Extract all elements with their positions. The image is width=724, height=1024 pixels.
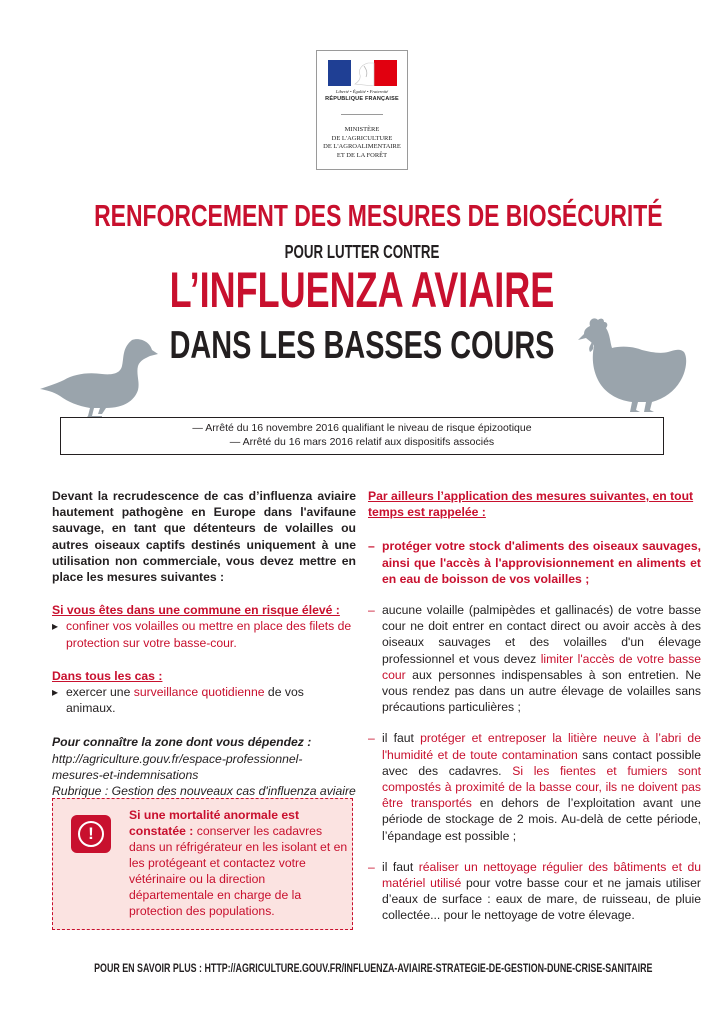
all-cases-item <box>52 684 356 716</box>
title-basses-cours: DANS LES BASSES COURS <box>169 324 555 367</box>
measure-text: il faut <box>382 731 421 746</box>
measure-text: aux personnes indispensables à son entretien. Ne vous rendez pas dans un autre élevage de volailles sans précautions particulières ; <box>382 667 701 715</box>
title-biosecurity: RENFORCEMENT DES MESURES DE BIOSÉCURITÉ <box>94 198 663 233</box>
ministry-logo <box>316 50 408 170</box>
left-column <box>52 488 356 815</box>
hen-icon <box>576 316 688 416</box>
measure-text: aucune volaille (palmipèdes et gallinacés) de votre basse cour ne doit entrer en contact direct ou avoir accès à des oiseaux sauvages et des volailles d'un élevage professionnel et vous devez <box>382 603 701 666</box>
mortality-alert-box <box>52 798 353 930</box>
measure-item-feed: – protéger votre stock d'aliments des oiseaux sauvages, ainsi que l'accès à l'approvisionnement en aliments et en eau de boisson de vos volailles ; <box>368 538 701 587</box>
alert-text <box>129 807 349 919</box>
measure-text: pour votre basse cour et ne jamais utiliser d’eaux de surface : eaux de mare, de ruisseau, de pluie collectée... pour le nettoyage de votre élevage. <box>382 876 701 923</box>
measure-highlight: Si les fientes et fumiers sont compostés à proximité de la basse cour, ils ne doivent pas être transportés <box>382 763 701 811</box>
measure-highlight: réaliser un nettoyage régulier des bâtiments et du matériel utilisé <box>382 859 701 891</box>
arrete-line: — Arrêté du 16 novembre 2016 qualifiant le niveau de risque épizootique <box>192 422 532 434</box>
measure-highlight: limiter l'accès de votre basse cour <box>382 651 701 682</box>
arrete-references <box>60 417 664 455</box>
right-heading: Par ailleurs l’application des mesures suivantes, en tout temps est rappelée : <box>368 489 694 520</box>
logo-divider <box>341 114 383 115</box>
alert-body: conserver les cadavres dans un réfrigérateur en les isolant et en les protégeant et contactez votre vétérinaire ou la direction départementale en charge de la protection des populations. <box>129 824 348 918</box>
zone-heading: Pour connaître la zone dont vous dépendez : <box>52 735 312 750</box>
measure-text: en dehors de l’exploitation avant une période de stockage de 2 mois. Au-delà de cette période, l’épandage est possible ; <box>382 796 701 843</box>
exclamation-icon: ! <box>78 821 104 847</box>
republic-motto: Liberté • Égalité • Fraternité <box>335 89 389 94</box>
all-cases-text: exercer une <box>66 685 134 700</box>
high-risk-heading: Si vous êtes dans une commune en risque élevé : <box>52 603 340 618</box>
zone-url: http://agriculture.gouv.fr/espace-professionnel- <box>52 751 303 766</box>
arrete-line: — Arrêté du 16 mars 2016 relatif aux dispositifs associés <box>229 435 495 448</box>
measure-item-cleaning <box>368 859 701 924</box>
all-cases-heading: Dans tous les cas : <box>52 668 163 683</box>
measure-item-contact <box>368 602 701 715</box>
measure-highlight: protéger et entreposer la litière neuve à l’abri de l'humidité et de toute contamination <box>382 731 701 762</box>
republic-name: RÉPUBLIQUE FRANÇAISE <box>325 96 399 102</box>
measure-item-litter <box>368 730 701 843</box>
measure-text: il faut <box>382 859 419 874</box>
alert-bold: Si une mortalité anormale est constatée : <box>129 808 300 838</box>
title-pour-lutter: POUR LUTTER CONTRE <box>284 242 440 262</box>
zone-url: mesures-et-indemnisations <box>52 767 199 782</box>
measure-text: sans contact possible avec des cadavres. <box>382 747 701 778</box>
marianne-flag-icon <box>328 60 397 86</box>
ministry-name: MINISTÈRE DE L'AGRICULTURE DE L'AGROALIMENTAIRE ET DE LA FORÊT <box>323 126 401 159</box>
footer-label: POUR EN SAVOIR PLUS : <box>94 961 203 975</box>
high-risk-item: ▸ confiner vos volailles ou mettre en place des filets de protection sur votre basse-cour. <box>52 618 356 650</box>
footer-link[interactable]: HTTP://AGRICULTURE.GOUV.FR/INFLUENZA-AVIAIRE-STRATEGIE-DE-GESTION-DUNE-CRISE-SANITAIRE <box>202 961 653 975</box>
all-cases-text: de vos animaux. <box>66 685 304 716</box>
warning-icon <box>71 815 111 853</box>
title-influenza: L’INFLUENZA AVIAIRE <box>169 262 555 318</box>
duck-icon <box>40 334 158 418</box>
intro-paragraph: Devant la recrudescence de cas d’influenza aviaire hautement pathogène en Europe dans l'avifaune sauvage, en tant que détenteurs de volailles ou autres oiseaux captifs destinés uniquement à une utilisation non commerciale, vous devez mettre en place les mesures suivantes : <box>52 489 356 585</box>
footer-more-info <box>94 960 653 976</box>
right-column <box>368 488 701 924</box>
surveillance-highlight: surveillance quotidienne <box>133 685 265 700</box>
zone-rubric: Rubrique : Gestion des nouveaux cas d'influenza aviaire <box>52 784 356 799</box>
